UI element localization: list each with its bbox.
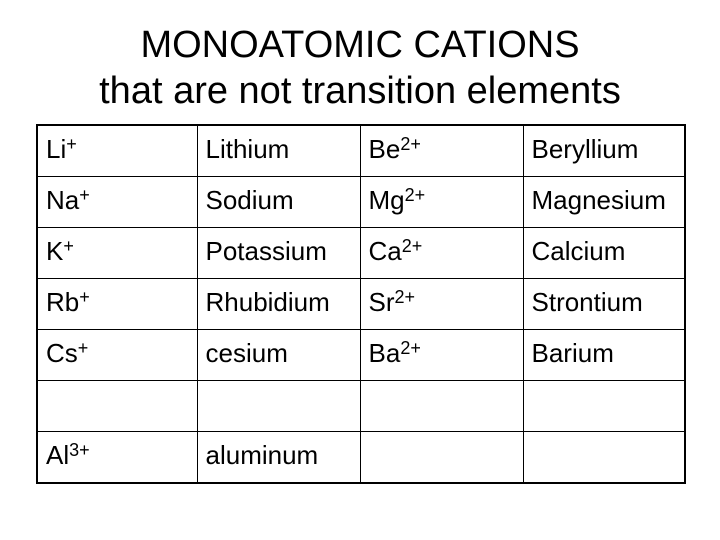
cation-table: [36, 124, 686, 484]
element-symbol: Al: [46, 440, 70, 470]
cation-table-body: [37, 125, 685, 483]
table-row: [37, 330, 685, 381]
ion-symbol-cell: [360, 279, 523, 330]
ion-symbol-cell: [37, 279, 197, 330]
ion-symbol-cell: [37, 228, 197, 279]
ion-symbol-cell: [360, 330, 523, 381]
element-symbol: K: [46, 236, 64, 266]
table-row: [37, 381, 685, 432]
element-name: Beryllium: [531, 134, 639, 164]
element-name-cell: [523, 279, 685, 330]
element-symbol: Na: [46, 185, 80, 215]
ion-charge: +: [79, 287, 90, 307]
ion-symbol-cell: [360, 125, 523, 177]
element-name-cell: [197, 228, 360, 279]
element-name-cell: [197, 279, 360, 330]
element-name-cell: [523, 177, 685, 228]
ion-symbol-cell: [360, 177, 523, 228]
ion-charge: 2+: [400, 134, 421, 154]
element-name: Sodium: [205, 185, 294, 215]
element-name: Barium: [531, 338, 614, 368]
empty-cell: [360, 381, 523, 432]
element-name: Strontium: [531, 287, 643, 317]
element-name: Magnesium: [531, 185, 666, 215]
element-name-cell: [523, 125, 685, 177]
element-symbol: Li: [46, 134, 67, 164]
ion-charge: 2+: [404, 185, 426, 205]
ion-symbol-cell: [37, 125, 197, 177]
element-name-cell: [523, 330, 685, 381]
element-symbol: Cs: [46, 338, 78, 368]
ion-symbol-cell: [37, 432, 197, 484]
element-name: Lithium: [205, 134, 290, 164]
element-symbol: Rb: [46, 287, 80, 317]
ion-charge: +: [77, 338, 89, 358]
empty-cell: [523, 432, 685, 484]
empty-cell: [197, 381, 360, 432]
element-name-cell: [197, 125, 360, 177]
table-row: [37, 177, 685, 228]
ion-symbol-cell: [37, 330, 197, 381]
ion-charge: 2+: [401, 236, 423, 256]
element-symbol: Be: [368, 134, 401, 164]
table-row: [37, 228, 685, 279]
element-symbol: Ca: [368, 236, 402, 266]
ion-charge: +: [79, 185, 90, 205]
ion-symbol-cell: [360, 228, 523, 279]
table-row: [37, 279, 685, 330]
ion-charge: +: [66, 134, 77, 154]
ion-symbol-cell: [37, 177, 197, 228]
empty-cell: [360, 432, 523, 484]
element-name: cesium: [205, 338, 288, 368]
table-row: [37, 125, 685, 177]
ion-charge: 2+: [394, 287, 416, 307]
element-name-cell: [197, 177, 360, 228]
element-name-cell: [523, 228, 685, 279]
ion-charge: 3+: [69, 440, 90, 460]
element-name: Rhubidium: [205, 287, 330, 317]
element-name: Calcium: [531, 236, 626, 266]
element-symbol: Sr: [368, 287, 395, 317]
table-row: [37, 432, 685, 484]
slide-title: [0, 22, 720, 114]
element-name-cell: [197, 432, 360, 484]
element-symbol: Ba: [368, 338, 401, 368]
element-name-cell: [197, 330, 360, 381]
element-name: aluminum: [205, 440, 319, 470]
ion-charge: 2+: [400, 338, 421, 358]
ion-charge: +: [63, 236, 74, 256]
title-line-2: that are not transition elements: [99, 70, 621, 112]
empty-cell: [523, 381, 685, 432]
element-name: Potassium: [205, 236, 327, 266]
element-symbol: Mg: [368, 185, 405, 215]
empty-cell: [37, 381, 197, 432]
title-line-1: MONOATOMIC CATIONS: [140, 24, 580, 66]
